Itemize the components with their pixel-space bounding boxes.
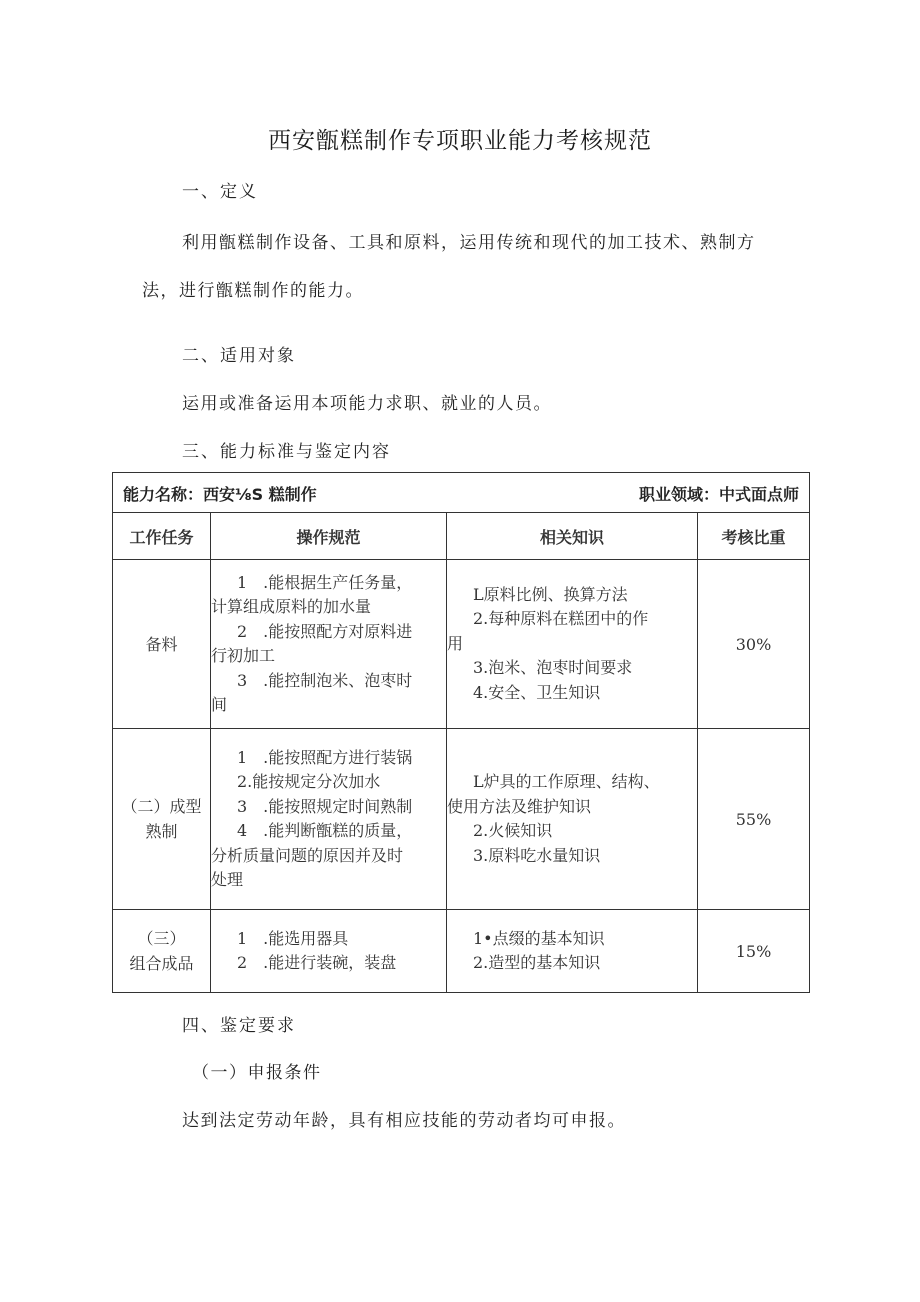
knowledge-line: 3.泡米、泡枣时间要求 xyxy=(473,658,633,678)
ops-line: 2.能按规定分次加水 xyxy=(237,772,381,791)
knowledge-line: 1•点缀的基本知识 xyxy=(473,928,605,948)
task-cell xyxy=(113,910,211,993)
occupation-field: 职业领域：中式面点师 xyxy=(638,485,799,504)
applicable-text: 运用或准备运用本项能力求职、就业的人员。 xyxy=(182,394,552,414)
table-row xyxy=(113,729,810,910)
column-header-knowledge: 相关知识 xyxy=(447,513,698,560)
ratio-cell: 55% xyxy=(698,729,810,910)
task-cell xyxy=(113,729,211,910)
knowledge-cell xyxy=(447,560,698,729)
column-header-row xyxy=(113,513,810,560)
ability-table xyxy=(112,472,810,993)
knowledge-line: 3.原料吃水量知识 xyxy=(473,845,601,865)
knowledge-line: L原料比例、换算方法 xyxy=(473,584,628,604)
task-cell xyxy=(113,560,211,729)
knowledge-line: 使用方法及维护知识 xyxy=(447,796,592,816)
ops-line: 1 .能选用器具 xyxy=(237,928,349,948)
task-text: 组合成品 xyxy=(129,954,194,973)
ops-cell xyxy=(211,560,447,729)
ops-line: 计算组成原料的加水量 xyxy=(211,597,372,616)
column-header-task: 工作任务 xyxy=(113,513,211,560)
ops-line: 2 .能按照配方对原料进 xyxy=(237,621,413,641)
ops-line: 1 .能根据生产任务量， xyxy=(237,572,413,592)
table-row xyxy=(113,560,810,729)
ops-line: 间 xyxy=(211,695,228,714)
column-header-ratio: 考核比重 xyxy=(698,513,810,560)
task-text: （二）成型 xyxy=(121,797,202,816)
task-text: 备料 xyxy=(145,634,178,654)
column-header-ops: 操作规范 xyxy=(211,513,447,560)
ability-name: 能力名称：西安⅛S 糕制作 xyxy=(123,485,317,504)
table-header-row xyxy=(113,473,810,513)
ops-line: 4 .能判断甑糕的质量， xyxy=(237,821,413,840)
knowledge-line: 2.火候知识 xyxy=(473,821,553,840)
applicable-heading: 二、适用对象 xyxy=(182,346,296,366)
requirements-sub-heading: （一）申报条件 xyxy=(192,1063,322,1083)
requirements-heading: 四、鉴定要求 xyxy=(182,1016,296,1036)
knowledge-line: 用 xyxy=(447,633,464,653)
page-title: 西安甑糕制作专项职业能力考核规范 xyxy=(268,128,652,154)
knowledge-cell xyxy=(447,729,698,910)
ratio-cell: 30% xyxy=(698,560,810,729)
definition-text-line2: 法，进行甑糕制作的能力。 xyxy=(142,281,364,301)
ops-line: 1 .能按照配方进行装锅 xyxy=(237,747,413,767)
ops-cell xyxy=(211,910,447,993)
knowledge-line: 2.造型的基本知识 xyxy=(473,953,601,972)
standards-heading: 三、能力标准与鉴定内容 xyxy=(182,442,391,462)
knowledge-cell xyxy=(447,910,698,993)
knowledge-line: L炉具的工作原理、结构、 xyxy=(473,772,660,791)
definition-text-line1: 利用甑糕制作设备、工具和原料，运用传统和现代的加工技术、熟制方 xyxy=(182,233,756,253)
table-header-cell xyxy=(113,473,810,513)
task-text: 熟制 xyxy=(145,822,178,841)
requirements-text: 达到法定劳动年龄，具有相应技能的劳动者均可申报。 xyxy=(182,1111,626,1131)
ops-cell xyxy=(211,729,447,910)
ops-line: 3 .能控制泡米、泡枣时 xyxy=(237,670,413,690)
ops-line: 行初加工 xyxy=(211,646,276,665)
ops-line: 2 .能进行装碗，装盘 xyxy=(237,953,397,972)
ops-line: 分析质量问题的原因并及时 xyxy=(211,845,404,865)
table-row xyxy=(113,910,810,993)
ops-line: 3 .能按照规定时间熟制 xyxy=(237,796,413,816)
task-text: （三） xyxy=(137,929,186,948)
definition-heading: 一、定义 xyxy=(182,182,258,202)
knowledge-line: 2.每种原料在糕团中的作 xyxy=(473,609,649,629)
knowledge-line: 4.安全、卫生知识 xyxy=(473,682,601,702)
ops-line: 处理 xyxy=(211,870,244,889)
ratio-cell: 15% xyxy=(698,910,810,993)
